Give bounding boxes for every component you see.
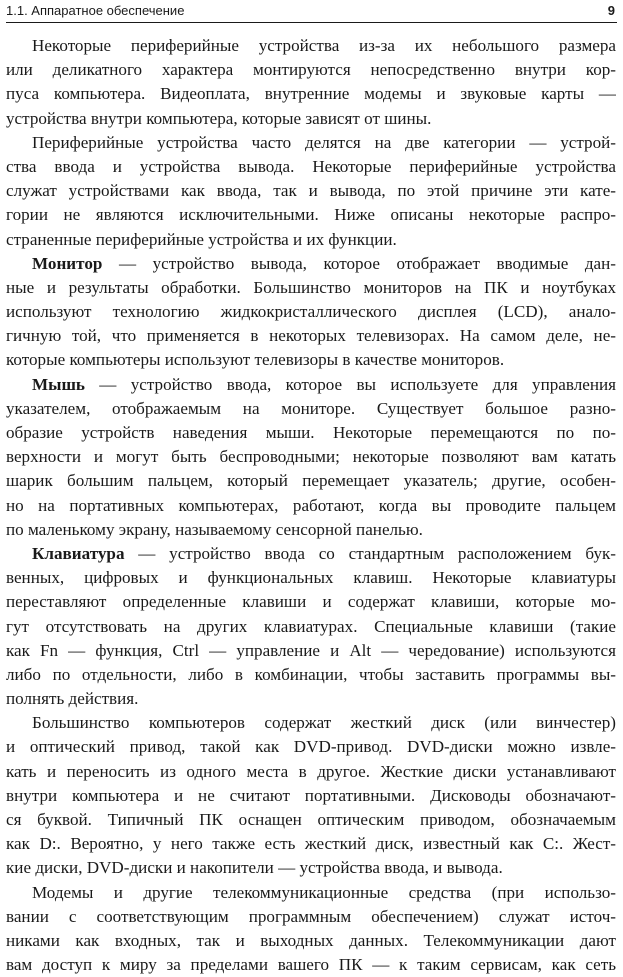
text-line: страненные периферийные устройства и их функции. bbox=[6, 229, 397, 249]
text-line: по маленькому экрану, называемому сенсорной панелью. bbox=[6, 519, 423, 539]
text-line: и оптический привод, такой как DVD-привод. DVD-диски можно извле- bbox=[6, 737, 616, 757]
text-line bbox=[6, 252, 616, 276]
text-line: верхности и могут быть беспроводными; некоторые позволяют вам катать bbox=[6, 447, 616, 467]
term-mouse: Мышь bbox=[32, 374, 85, 394]
paragraph bbox=[6, 711, 616, 880]
text-line: устройства внутри компьютера, которые зависят от шины. bbox=[6, 108, 432, 128]
text-line: вам доступ к миру за пределами вашего ПК — к таким сервисам, как сеть bbox=[6, 955, 616, 975]
text-line: которые компьютеры используют телевизоры в качестве мониторов. bbox=[6, 350, 505, 370]
page-body bbox=[6, 34, 616, 977]
section-title: 1.1. Аппаратное обеспечение bbox=[6, 3, 185, 18]
text-line: шарик большим пальцем, который перемещает указатель; другие, особен- bbox=[6, 471, 616, 491]
term-monitor: Монитор bbox=[32, 253, 103, 273]
paragraph-mouse bbox=[6, 373, 616, 542]
text-line: переставляют определенные клавиши и содержат клавиши, которые мо- bbox=[6, 592, 616, 612]
text-line bbox=[6, 373, 616, 397]
text-line: ные и результаты обработки. Большинство мониторов на ПК и ноутбуках bbox=[6, 277, 616, 297]
text-line: гории не являются исключительными. Ниже описаны некоторые распро- bbox=[6, 205, 616, 225]
text-run: — устройство ввода, которое вы используете для управления bbox=[84, 374, 616, 394]
text-line: Некоторые периферийные устройства из-за их небольшого размера bbox=[32, 36, 616, 55]
text-line: но на портативных компьютерах, работают, когда вы проводите пальцем bbox=[6, 495, 616, 515]
term-keyboard: Клавиатура bbox=[32, 543, 125, 563]
text-line: внутри компьютера и не считают портативными. Дисководы обозначают- bbox=[6, 785, 616, 805]
text-line: или деликатного характера монтируются непосредственно внутри кор- bbox=[6, 60, 616, 80]
text-line: кать и переносить из одного места в другое. Жесткие диски устанавливают bbox=[6, 761, 616, 781]
text-line: используют технологию жидкокристаллического дисплея (LCD), анало- bbox=[6, 302, 616, 322]
paragraph bbox=[6, 131, 616, 252]
page-number: 9 bbox=[607, 3, 615, 18]
text-line: указателем, отображаемым на мониторе. Существует большое разно- bbox=[6, 398, 616, 418]
text-line: Большинство компьютеров содержат жесткий диск (или винчестер) bbox=[32, 713, 616, 733]
text-line: ства ввода и устройства вывода. Некоторые периферийные устройства bbox=[6, 156, 616, 176]
paragraph bbox=[6, 34, 616, 131]
text-line: образие устройств наведения мыши. Некоторые перемещаются по по- bbox=[6, 423, 616, 442]
text-line: венных, цифровых и функциональных клавиш. Некоторые клавиатуры bbox=[6, 568, 616, 588]
text-line: Модемы и другие телекоммуникационные средства (при использо- bbox=[32, 882, 616, 902]
text-line: ся буквой. Типичный ПК оснащен оптическим приводом, обозначаемым bbox=[6, 810, 616, 829]
text-line: Периферийные устройства часто делятся на две категории — устрой- bbox=[32, 132, 616, 152]
paragraph-monitor bbox=[6, 252, 616, 373]
text-line: пуса компьютера. Видеоплата, внутренние модемы и звуковые карты — bbox=[6, 84, 616, 104]
text-line: либо по отдельности, либо в комбинации, чтобы заставить программы вы- bbox=[6, 664, 616, 684]
text-line: как D:. Вероятно, у него также есть жесткий диск, известный как C:. Жест- bbox=[6, 834, 616, 854]
text-run: — устройство ввода со стандартным расположением бук- bbox=[124, 543, 616, 563]
running-header bbox=[6, 0, 617, 23]
paragraph bbox=[6, 881, 616, 977]
text-run: — устройство вывода, которое отображает вводимые дан- bbox=[102, 253, 616, 273]
text-line: полнять действия. bbox=[6, 689, 139, 709]
text-line: как Fn — функция, Ctrl — управление и Alt — чередование) используются bbox=[6, 640, 616, 660]
text-line: кие диски, DVD-диски и накопители — устройства ввода, и вывода. bbox=[6, 858, 503, 878]
text-line: гичную той, что применяется в некоторых телевизорах. На самом деле, не- bbox=[6, 326, 616, 346]
text-line: вании с соответствующим программным обеспечением) служат источ- bbox=[6, 906, 616, 926]
text-line: гут отсутствовать на других клавиатурах. Специальные клавиши (такие bbox=[6, 616, 616, 636]
text-line bbox=[6, 542, 616, 566]
text-line: служат устройствами как ввода, так и вывода, по этой причине эти кате- bbox=[6, 181, 616, 201]
paragraph-keyboard bbox=[6, 542, 616, 711]
text-line: никами как входных, так и выходных данных. Телекоммуникации дают bbox=[6, 930, 616, 950]
